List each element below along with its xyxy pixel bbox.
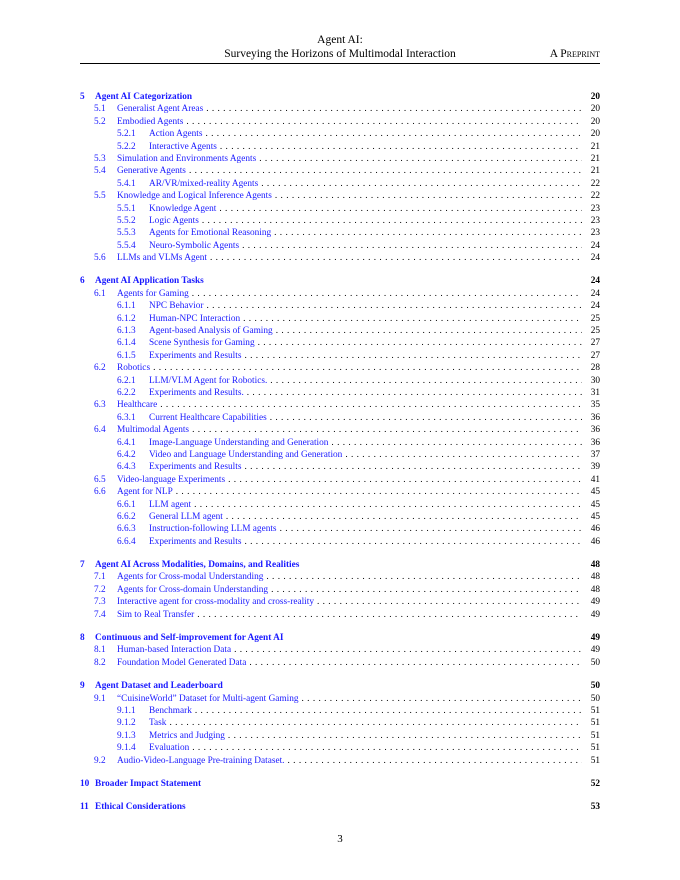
toc-title-link[interactable]: Neuro-Symbolic Agents [149, 240, 240, 251]
toc-title-link[interactable]: Embodied Agents [117, 116, 184, 127]
toc-title-link[interactable]: Experiments and Results [149, 536, 242, 547]
toc-number: 6.1.1 [117, 301, 136, 312]
toc-number: 6.3.1 [117, 412, 136, 423]
toc-number: 5.5.1 [117, 203, 136, 214]
toc-number: 6.6 [94, 487, 106, 498]
toc-page-number: 21 [590, 153, 600, 164]
toc-number: 6.1.5 [117, 350, 136, 361]
toc-title-link[interactable]: Knowledge Agent [149, 203, 217, 214]
toc-page-number: 22 [590, 178, 600, 189]
toc-title-link[interactable]: Sim to Real Transfer [117, 609, 195, 620]
toc-subsection-entry[interactable] [80, 190, 600, 202]
toc-subsubsection-entry[interactable] [80, 227, 600, 239]
dot-leader [247, 387, 582, 399]
toc-title-link[interactable]: Scene Synthesis for Gaming [149, 338, 255, 349]
toc-page-number: 24 [590, 301, 600, 312]
toc-title-link[interactable]: Experiments and Results [149, 462, 242, 473]
toc-page-number: 52 [590, 778, 600, 789]
toc-page-number: 49 [590, 609, 600, 620]
toc-title-link[interactable]: Audio-Video-Language Pre-training Dataset. [117, 755, 285, 766]
dot-leader [244, 536, 582, 548]
toc-page-number: 51 [590, 718, 600, 729]
dot-leader [197, 609, 582, 621]
toc-subsubsection-entry[interactable] [80, 412, 600, 424]
toc-page-number: 22 [590, 191, 600, 202]
toc-number: 6.4.2 [117, 449, 136, 460]
toc-number: 5.5 [94, 191, 106, 202]
toc-number: 5.5.4 [117, 240, 136, 251]
toc-page-number: 20 [590, 104, 600, 115]
toc-page-number: 24 [590, 288, 600, 299]
toc-title-link[interactable]: Healthcare [117, 400, 158, 411]
toc-subsection-entry[interactable] [80, 644, 600, 656]
dot-leader [220, 141, 582, 153]
toc-title-link[interactable]: Agent AI Categorization [95, 92, 193, 102]
toc-title-link[interactable]: Interactive agent for cross-modality and cross-reality [117, 597, 314, 608]
toc-page-number: 48 [590, 584, 600, 595]
toc-number: 6.6.2 [117, 511, 136, 522]
toc-title-link[interactable]: Human-based Interaction Data [117, 645, 232, 656]
toc-title-link[interactable]: General LLM agent [149, 511, 223, 522]
dot-leader [270, 375, 582, 387]
toc-subsubsection-entry[interactable] [80, 300, 600, 312]
toc-page-number: 23 [590, 203, 600, 214]
toc-page-number: 49 [590, 645, 600, 656]
toc-number: 5.5.2 [117, 215, 136, 226]
toc-number: 11 [80, 802, 89, 813]
toc-title-link[interactable]: Instruction-following LLM agents [149, 524, 277, 535]
dot-leader [243, 313, 582, 325]
toc-title-link[interactable]: Agent AI Across Modalities, Domains, and Realities [95, 560, 300, 571]
toc-number: 6.2.1 [117, 375, 136, 386]
dot-leader [210, 252, 582, 264]
toc-page-number: 24 [590, 253, 600, 264]
header-rule [80, 63, 600, 64]
dot-leader [275, 190, 582, 202]
header-title-line1: Agent AI: [317, 34, 363, 46]
toc-title-link[interactable]: Agent AI Application Tasks [95, 276, 204, 287]
toc-subsubsection-entry[interactable] [80, 437, 600, 449]
toc-subsubsection-entry[interactable] [80, 337, 600, 349]
dot-leader [276, 325, 582, 337]
toc-subsubsection-entry[interactable] [80, 350, 600, 362]
toc-title-link[interactable]: Interactive Agents [149, 141, 217, 152]
dot-leader [194, 499, 582, 511]
toc-page-number: 39 [590, 462, 600, 473]
dot-leader [288, 755, 582, 767]
dot-leader [317, 596, 582, 608]
toc-title-link[interactable]: Broader Impact Statement [95, 778, 202, 789]
toc-title-link[interactable]: Benchmark [149, 705, 192, 716]
toc-title-link[interactable]: Robotics [117, 363, 151, 374]
toc-page-number: 20 [590, 129, 600, 140]
toc-title-link[interactable]: Agent for NLP [117, 487, 173, 498]
toc-number: 5.4 [94, 166, 106, 177]
running-header [0, 33, 680, 63]
toc-subsubsection-entry[interactable] [80, 313, 600, 325]
toc-number: 9.1.4 [117, 743, 136, 754]
toc-page-number: 37 [590, 449, 600, 460]
toc-page-number: 36 [590, 412, 600, 423]
toc-page-number: 20 [590, 116, 600, 127]
toc-section-entry[interactable] [80, 778, 600, 790]
toc-number: 5.2 [94, 116, 106, 127]
dot-leader [244, 350, 582, 362]
toc-number: 6.1.2 [117, 313, 136, 324]
dot-leader [280, 523, 582, 535]
toc-title-link[interactable]: NPC Behavior [149, 301, 204, 312]
toc-subsubsection-entry[interactable] [80, 730, 600, 742]
toc-page-number: 41 [590, 474, 600, 485]
toc-subsubsection-entry[interactable] [80, 523, 600, 535]
toc-subsection-entry[interactable] [80, 609, 600, 621]
toc-number: 8.2 [94, 657, 106, 668]
toc-number: 9.1.2 [117, 718, 136, 729]
dot-leader [186, 116, 582, 128]
toc-number: 7.2 [94, 584, 106, 595]
toc-subsection-entry[interactable] [80, 153, 600, 165]
toc-subsection-entry[interactable] [80, 474, 600, 486]
toc-title-link[interactable]: Knowledge and Logical Inference Agents [117, 191, 272, 202]
toc-page-number: 20 [590, 92, 600, 102]
dot-leader [271, 584, 582, 596]
toc-page-number: 50 [590, 657, 600, 668]
toc-title-link[interactable]: Image-Language Understanding and Generation [149, 437, 329, 448]
toc-number: 8.1 [94, 645, 106, 656]
toc-subsubsection-entry[interactable] [80, 742, 600, 754]
toc-page-number: 46 [590, 536, 600, 547]
toc-title-link[interactable]: Ethical Considerations [95, 802, 186, 813]
toc-title-link[interactable]: Task [149, 718, 167, 729]
dot-leader [261, 178, 582, 190]
header-title-line2: Surveying the Horizons of Multimodal Interaction [224, 48, 456, 60]
toc-page-number: 21 [590, 141, 600, 152]
toc-section-entry[interactable] [80, 680, 600, 692]
toc-subsection-entry[interactable] [80, 596, 600, 608]
toc-number: 6.6.1 [117, 499, 136, 510]
dot-leader [234, 644, 582, 656]
toc-subsection-entry[interactable] [80, 165, 600, 177]
dot-leader [242, 240, 582, 252]
toc-title-link[interactable]: Agents for Gaming [117, 288, 189, 299]
toc-page-number: 50 [590, 693, 600, 704]
toc-number: 8 [80, 633, 85, 644]
toc-number: 9.1 [94, 693, 106, 704]
dot-leader [192, 424, 582, 436]
toc-section-entry[interactable] [80, 559, 600, 571]
toc-number: 5 [80, 92, 85, 102]
dot-leader [160, 399, 582, 411]
toc-number: 6.2.2 [117, 387, 136, 398]
toc-page-number: 49 [590, 633, 600, 644]
dot-leader [176, 486, 582, 498]
toc-section-entry[interactable] [80, 91, 600, 103]
toc-title-link[interactable]: Simulation and Environments Agents [117, 153, 257, 164]
toc-number: 5.5.3 [117, 228, 136, 239]
toc-section-entry[interactable] [80, 801, 600, 813]
toc-number: 5.3 [94, 153, 106, 164]
toc-page-number: 30 [590, 375, 600, 386]
toc-subsubsection-entry[interactable] [80, 375, 600, 387]
toc-page-number: 25 [590, 313, 600, 324]
toc-subsection-entry[interactable] [80, 362, 600, 374]
dot-leader [207, 300, 583, 312]
dot-leader [345, 449, 582, 461]
toc-page-number: 45 [590, 499, 600, 510]
toc-page-number: 27 [590, 338, 600, 349]
toc-number: 6.6.3 [117, 524, 136, 535]
toc-page-number: 46 [590, 524, 600, 535]
toc-title-link[interactable]: Agents for Cross-domain Understanding [117, 584, 269, 595]
toc-number: 6.3 [94, 400, 106, 411]
toc-title-link[interactable]: Human-NPC Interaction [149, 313, 241, 324]
toc-number: 6.4.1 [117, 437, 136, 448]
toc-page-number: 51 [590, 755, 600, 766]
dot-leader [266, 571, 582, 583]
toc-title-link[interactable]: Video-language Experiments [117, 474, 226, 485]
toc-subsubsection-entry[interactable] [80, 387, 600, 399]
page-number: 3 [337, 833, 343, 845]
toc-page-number: 35 [590, 400, 600, 411]
toc-number: 7 [80, 560, 85, 571]
toc-page-number: 51 [590, 730, 600, 741]
toc-subsubsection-entry[interactable] [80, 499, 600, 511]
toc-title-link[interactable]: Experiments and Results. [149, 387, 244, 398]
toc-number: 6.2 [94, 363, 106, 374]
dot-leader [206, 103, 582, 115]
toc-title-link[interactable]: Generative Agents [117, 166, 186, 177]
toc-title-link[interactable]: Multimodal Agents [117, 425, 190, 436]
toc-subsubsection-entry[interactable] [80, 178, 600, 190]
toc-title-link[interactable]: Foundation Model Generated Data [117, 657, 247, 668]
toc-subsection-entry[interactable] [80, 571, 600, 583]
dot-leader [259, 153, 582, 165]
toc-subsubsection-entry[interactable] [80, 141, 600, 153]
toc-page-number: 23 [590, 215, 600, 226]
dot-leader [331, 437, 582, 449]
toc-subsubsection-entry[interactable] [80, 449, 600, 461]
toc-number: 9.2 [94, 755, 106, 766]
toc-subsection-entry[interactable] [80, 252, 600, 264]
toc-number: 6 [80, 276, 85, 287]
toc-title-link[interactable]: LLM agent [149, 499, 192, 510]
dot-leader [274, 227, 582, 239]
toc-subsection-entry[interactable] [80, 103, 600, 115]
toc-title-link[interactable]: Continuous and Self-improvement for Agent AI [95, 633, 284, 644]
toc-title-link[interactable]: Current Healthcare Capabilities [149, 412, 267, 423]
toc-number: 9 [80, 681, 85, 692]
toc-page-number: 48 [590, 560, 600, 571]
toc-title-link[interactable]: AR/VR/mixed-reality Agents [149, 178, 259, 189]
table-of-contents [80, 91, 600, 814]
dot-leader [270, 412, 582, 424]
toc-page-number: 48 [590, 572, 600, 583]
dot-leader [169, 717, 582, 729]
dot-leader [192, 288, 582, 300]
toc-subsection-entry[interactable] [80, 116, 600, 128]
toc-subsection-entry[interactable] [80, 755, 600, 767]
toc-page-number: 51 [590, 743, 600, 754]
toc-number: 10 [80, 778, 90, 789]
toc-page-number: 23 [590, 228, 600, 239]
dot-leader [202, 215, 582, 227]
dot-leader [249, 657, 582, 669]
toc-page-number: 24 [590, 240, 600, 251]
toc-number: 5.1 [94, 104, 106, 115]
toc-title-link[interactable]: Agent-based Analysis of Gaming [149, 326, 273, 337]
toc-subsection-entry[interactable] [80, 288, 600, 300]
toc-page-number: 45 [590, 487, 600, 498]
toc-subsubsection-entry[interactable] [80, 717, 600, 729]
dot-leader [228, 730, 582, 742]
toc-subsubsection-entry[interactable] [80, 536, 600, 548]
toc-page-number: 53 [590, 802, 600, 813]
toc-page-number: 31 [590, 387, 600, 398]
toc-number: 6.4 [94, 425, 106, 436]
toc-title-link[interactable]: Agents for Cross-modal Understanding [117, 572, 264, 583]
toc-subsection-entry[interactable] [80, 693, 600, 705]
toc-subsection-entry[interactable] [80, 584, 600, 596]
toc-page-number: 49 [590, 597, 600, 608]
toc-section-entry[interactable] [80, 632, 600, 644]
dot-leader [192, 742, 582, 754]
toc-subsubsection-entry[interactable] [80, 705, 600, 717]
toc-number: 6.4.3 [117, 462, 136, 473]
toc-page-number: 24 [590, 276, 600, 287]
toc-page-number: 45 [590, 511, 600, 522]
toc-number: 7.3 [94, 597, 106, 608]
toc-title-link[interactable]: Action Agents [149, 129, 203, 140]
toc-title-link[interactable]: Generalist Agent Areas [117, 104, 204, 115]
dot-leader [195, 705, 582, 717]
toc-section-entry[interactable] [80, 275, 600, 287]
toc-subsubsection-entry[interactable] [80, 240, 600, 252]
toc-title-link[interactable]: Agent Dataset and Leaderboard [95, 681, 223, 692]
toc-subsubsection-entry[interactable] [80, 511, 600, 523]
dot-leader [226, 511, 582, 523]
toc-number: 5.6 [94, 253, 106, 264]
dot-leader [189, 165, 582, 177]
toc-number: 5.2.1 [117, 129, 136, 140]
toc-subsection-entry[interactable] [80, 657, 600, 669]
dot-leader [302, 693, 582, 705]
toc-page-number: 36 [590, 437, 600, 448]
dot-leader [228, 474, 582, 486]
toc-title-link[interactable]: LLM/VLM Agent for Robotics. [149, 375, 268, 386]
toc-title-link[interactable]: Video and Language Understanding and Generation [149, 449, 343, 460]
toc-number: 9.1.1 [117, 705, 136, 716]
toc-title-link[interactable]: Metrics and Judging [149, 730, 225, 741]
toc-number: 6.1.4 [117, 338, 136, 349]
toc-title-link[interactable]: Agents for Emotional Reasoning [149, 228, 272, 239]
toc-number: 7.1 [94, 572, 106, 583]
toc-number: 5.4.1 [117, 178, 136, 189]
toc-page-number: 36 [590, 425, 600, 436]
dot-leader [205, 128, 582, 140]
toc-title-link[interactable]: Logic Agents [149, 215, 199, 226]
toc-page-number: 25 [590, 326, 600, 337]
dot-leader [219, 203, 582, 215]
toc-number: 6.1.3 [117, 326, 136, 337]
toc-page-number: 27 [590, 350, 600, 361]
dot-leader [153, 362, 582, 374]
toc-title-link[interactable]: LLMs and VLMs Agent [117, 253, 207, 264]
toc-title-link[interactable]: “CuisineWorld” Dataset for Multi-agent Gaming [117, 693, 299, 704]
toc-title-link[interactable]: Evaluation [149, 743, 190, 754]
dot-leader [244, 461, 582, 473]
toc-page-number: 28 [590, 363, 600, 374]
toc-subsubsection-entry[interactable] [80, 461, 600, 473]
toc-page-number: 51 [590, 705, 600, 716]
toc-subsubsection-entry[interactable] [80, 215, 600, 227]
toc-number: 7.4 [94, 609, 106, 620]
toc-page-number: 50 [590, 681, 600, 692]
toc-number: 5.2.2 [117, 141, 136, 152]
preprint-tag: A Preprint [549, 48, 600, 60]
toc-title-link[interactable]: Experiments and Results [149, 350, 242, 361]
toc-number: 6.5 [94, 474, 106, 485]
toc-number: 9.1.3 [117, 730, 136, 741]
toc-subsection-entry[interactable] [80, 486, 600, 498]
toc-subsubsection-entry[interactable] [80, 203, 600, 215]
toc-number: 6.6.4 [117, 536, 136, 547]
toc-subsection-entry[interactable] [80, 399, 600, 411]
toc-subsection-entry[interactable] [80, 424, 600, 436]
toc-subsubsection-entry[interactable] [80, 325, 600, 337]
toc-number: 6.1 [94, 288, 106, 299]
toc-page-number: 21 [590, 166, 600, 177]
dot-leader [258, 337, 582, 349]
toc-subsubsection-entry[interactable] [80, 128, 600, 140]
